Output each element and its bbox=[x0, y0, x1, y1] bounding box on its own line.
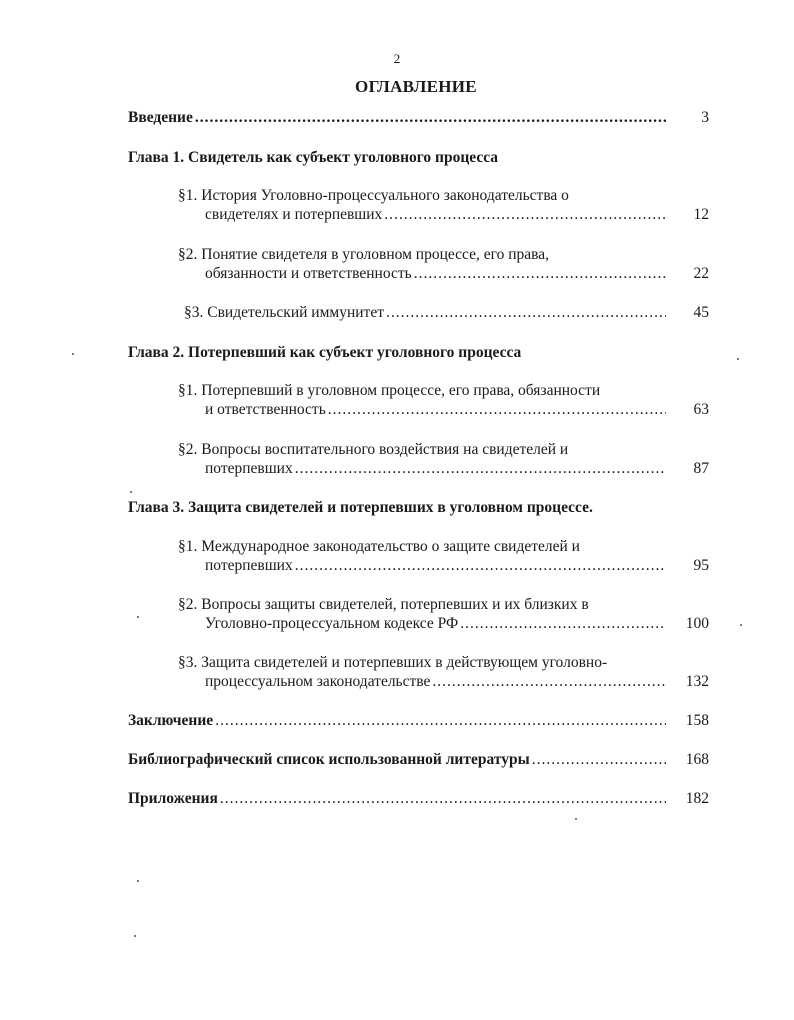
toc-entry-conclusion[interactable] bbox=[128, 711, 668, 730]
scan-speck bbox=[72, 353, 74, 355]
toc-entry-label: обязанности и ответственность bbox=[205, 265, 412, 282]
toc-entry-line: §3. Защита свидетелей и потерпевших в действующем уголовно- bbox=[178, 654, 608, 671]
toc-entry-line: §2. Понятие свидетеля в уголовном процессе, его права, bbox=[178, 246, 549, 263]
toc-entry-line: §1. История Уголовно-процессуального законодательства о bbox=[178, 187, 569, 204]
toc-entry-line: §2. Вопросы воспитательного воздействия на свидетелей и bbox=[178, 441, 569, 458]
leader-dots bbox=[195, 108, 666, 127]
leader-dots bbox=[328, 400, 666, 419]
leader-dots bbox=[432, 672, 666, 691]
toc-entry-line: §2. Вопросы защиты свидетелей, потерпевших и их близких в bbox=[178, 596, 589, 613]
toc-entry-ch3-s1[interactable] bbox=[205, 556, 668, 575]
toc-entry-line: §1. Международное законодательство о защите свидетелей и bbox=[178, 538, 580, 555]
scan-speck bbox=[737, 358, 739, 360]
leader-dots bbox=[386, 303, 666, 322]
leader-dots bbox=[384, 205, 666, 224]
toc-page-number: 158 bbox=[685, 712, 709, 729]
toc-entry-label: потерпевших bbox=[205, 460, 293, 477]
toc-entry-ch1-s3[interactable] bbox=[184, 303, 668, 322]
toc-page-number: 87 bbox=[693, 460, 709, 477]
scan-speck bbox=[137, 880, 139, 882]
toc-page-number: 182 bbox=[685, 790, 709, 807]
leader-dots bbox=[414, 264, 666, 283]
toc-entry-ch3-s3[interactable] bbox=[205, 672, 668, 691]
toc-entry-ch1-s1[interactable] bbox=[205, 205, 668, 224]
scan-speck bbox=[130, 491, 132, 493]
toc-entry-ch2-s1[interactable] bbox=[205, 400, 668, 419]
toc-entry-ch3-s2[interactable] bbox=[205, 614, 668, 633]
leader-dots bbox=[532, 750, 666, 769]
toc-entry-label: Заключение bbox=[128, 712, 214, 729]
leader-dots bbox=[215, 711, 666, 730]
toc-page-number: 12 bbox=[693, 206, 709, 223]
toc-page-number: 63 bbox=[693, 401, 709, 418]
chapter-heading-2: Глава 2. Потерпевший как субъект уголовного процесса bbox=[128, 344, 522, 361]
toc-entry-ch2-s2[interactable] bbox=[205, 459, 668, 478]
leader-dots bbox=[460, 614, 666, 633]
toc-page-number: 95 bbox=[693, 557, 709, 574]
toc-entry-bibliography[interactable] bbox=[128, 750, 668, 769]
toc-page-number: 45 bbox=[693, 304, 709, 321]
toc-entry-label: Введение bbox=[128, 109, 193, 126]
toc-entry-label: Уголовно-процессуальном кодексе РФ bbox=[205, 615, 459, 632]
toc-entry-label: Приложения bbox=[128, 790, 218, 807]
toc-entry-label: и ответственность bbox=[205, 401, 326, 418]
chapter-heading-3: Глава 3. Защита свидетелей и потерпевших в уголовном процессе. bbox=[128, 499, 593, 516]
toc-entry-label: свидетелях и потерпевших bbox=[205, 206, 383, 223]
scan-speck bbox=[575, 818, 577, 820]
toc-page-number: 22 bbox=[693, 265, 709, 282]
page-title: ОГЛАВЛЕНИЕ bbox=[355, 77, 477, 96]
scan-speck bbox=[740, 624, 742, 626]
chapter-heading-1: Глава 1. Свидетель как субъект уголовного процесса bbox=[128, 149, 499, 166]
leader-dots bbox=[295, 459, 666, 478]
scan-speck bbox=[137, 616, 139, 618]
toc-entry-appendix[interactable] bbox=[128, 789, 668, 808]
toc-entry-label: Библиографический список использованной литературы bbox=[128, 751, 530, 768]
toc-entry-label: §3. Свидетельский иммунитет bbox=[184, 304, 384, 321]
toc-page-number: 132 bbox=[685, 673, 709, 690]
toc-entry-ch1-s2[interactable] bbox=[205, 264, 668, 283]
leader-dots bbox=[220, 789, 666, 808]
toc-page-number: 100 bbox=[685, 615, 709, 632]
toc-page-number: 168 bbox=[685, 751, 709, 768]
scan-speck bbox=[134, 935, 136, 937]
toc-entry-label: процессуальном законодательстве bbox=[205, 673, 431, 690]
toc-entry-intro[interactable] bbox=[128, 108, 668, 127]
toc-entry-label: потерпевших bbox=[205, 557, 293, 574]
leader-dots bbox=[295, 556, 666, 575]
page-number: 2 bbox=[393, 51, 401, 66]
toc-entry-line: §1. Потерпевший в уголовном процессе, его права, обязанности bbox=[178, 382, 601, 399]
toc-page-number: 3 bbox=[701, 109, 709, 126]
